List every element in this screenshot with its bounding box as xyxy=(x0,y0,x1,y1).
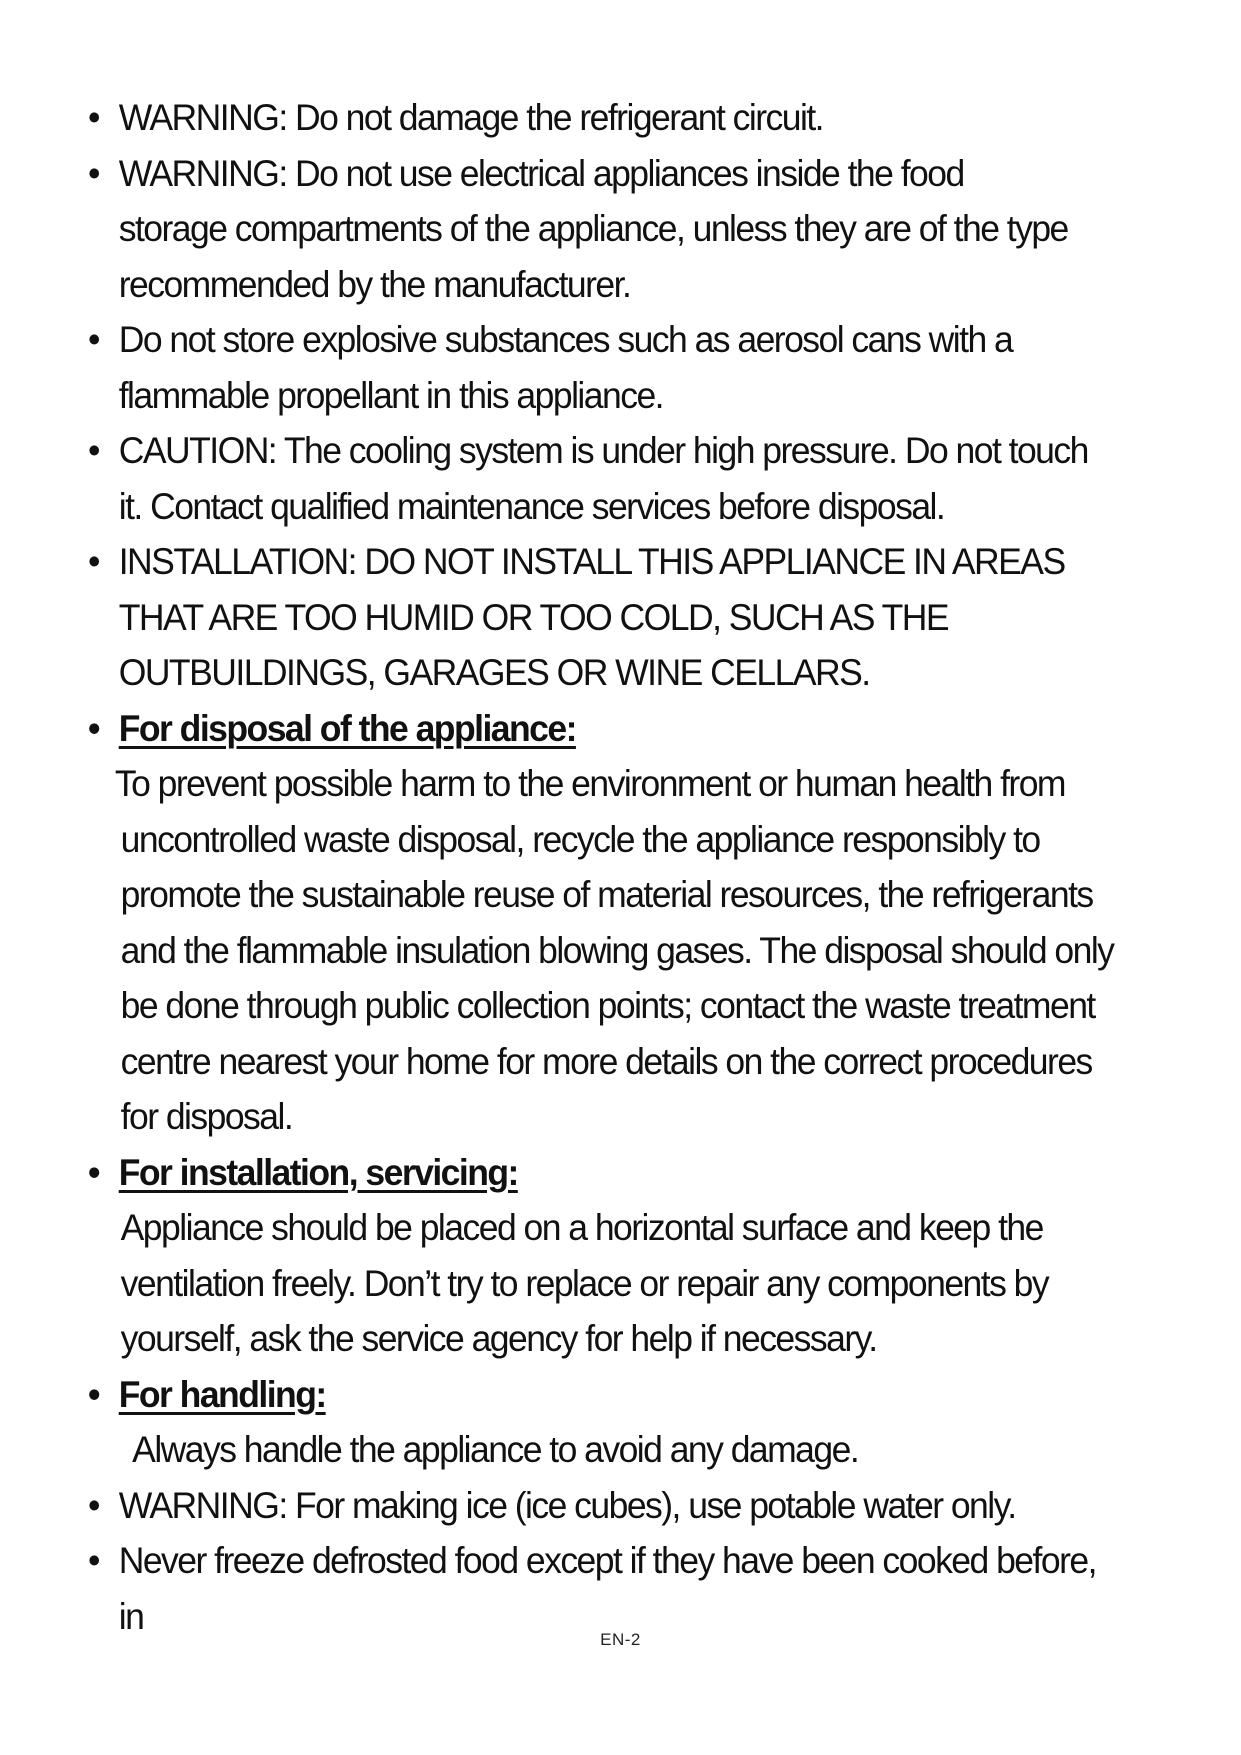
item-text: WARNING: Do not damage the refrigerant circuit. xyxy=(118,97,824,138)
bullet-icon: • xyxy=(88,1540,99,1581)
caution-cooling-system xyxy=(88,423,1115,534)
item-text: WARNING: Do not use electrical appliances inside the food storage compartments of the appliance, unless they are of the type recommended by the manufacturer. xyxy=(118,152,1068,305)
defrosted-food-note xyxy=(88,1533,1115,1644)
warning-electrical-appliances xyxy=(88,146,1115,313)
bullet-icon: • xyxy=(88,707,99,749)
bullet-icon: • xyxy=(88,97,99,138)
page-number: EN-2 xyxy=(600,1630,641,1649)
installation-warning xyxy=(88,534,1115,701)
handling-paragraph: Always handle the appliance to avoid any damage. xyxy=(132,1429,859,1470)
handling-heading-item xyxy=(88,1367,1115,1423)
bullet-icon: • xyxy=(88,1373,99,1415)
item-text: Do not store explosive substances such as aerosol cans with a flammable propellant in this appliance. xyxy=(118,319,1013,416)
handling-heading: For handling: xyxy=(118,1373,326,1415)
warning-ice-cubes xyxy=(88,1478,1115,1534)
disposal-heading: For disposal of the appliance: xyxy=(118,707,576,749)
installation-servicing-heading: For installation, servicing: xyxy=(118,1151,518,1193)
bullet-icon: • xyxy=(88,541,99,582)
item-text: INSTALLATION: DO NOT INSTALL THIS APPLIANCE IN AREAS THAT ARE TOO HUMID OR TOO COLD, SUCH AS THE OUTBUILDINGS, GARAGES OR WINE CELLARS. xyxy=(118,541,1065,693)
warning-refrigerant-circuit xyxy=(88,90,1115,146)
installation-heading-item xyxy=(88,1145,1115,1201)
explosive-substances-note xyxy=(88,312,1115,423)
safety-instructions xyxy=(88,90,1158,1644)
bullet-icon: • xyxy=(88,1151,99,1193)
bullet-icon: • xyxy=(88,319,99,360)
bullet-icon: • xyxy=(88,1484,99,1526)
bullet-icon: • xyxy=(88,430,99,471)
item-text: CAUTION: The cooling system is under high pressure. Do not touch it. Contact qualified maintenance services before disposal. xyxy=(118,430,1088,527)
disposal-paragraph: To prevent possible harm to the environment or human health from uncontrolled waste disposal, recycle the appliance responsibly to promote the sustainable reuse of material resources, the refrigerants and the flammable insulation blowing gases. The disposal should only be done through public collection points; contact the waste treatment centre nearest your home for more details on the correct procedures for disposal. xyxy=(114,763,1114,1137)
installation-paragraph: Appliance should be placed on a horizontal surface and keep the ventilation freely. Don’t try to replace or repair any components by yourself, ask the service agency for help if necessary. xyxy=(120,1207,1049,1359)
disposal-heading-item xyxy=(88,701,1115,757)
item-text: Never freeze defrosted food except if they have been cooked before, in xyxy=(118,1540,1096,1637)
item-text: WARNING: For making ice (ice cubes), use potable water only. xyxy=(118,1484,1016,1526)
bullet-icon: • xyxy=(88,152,99,194)
